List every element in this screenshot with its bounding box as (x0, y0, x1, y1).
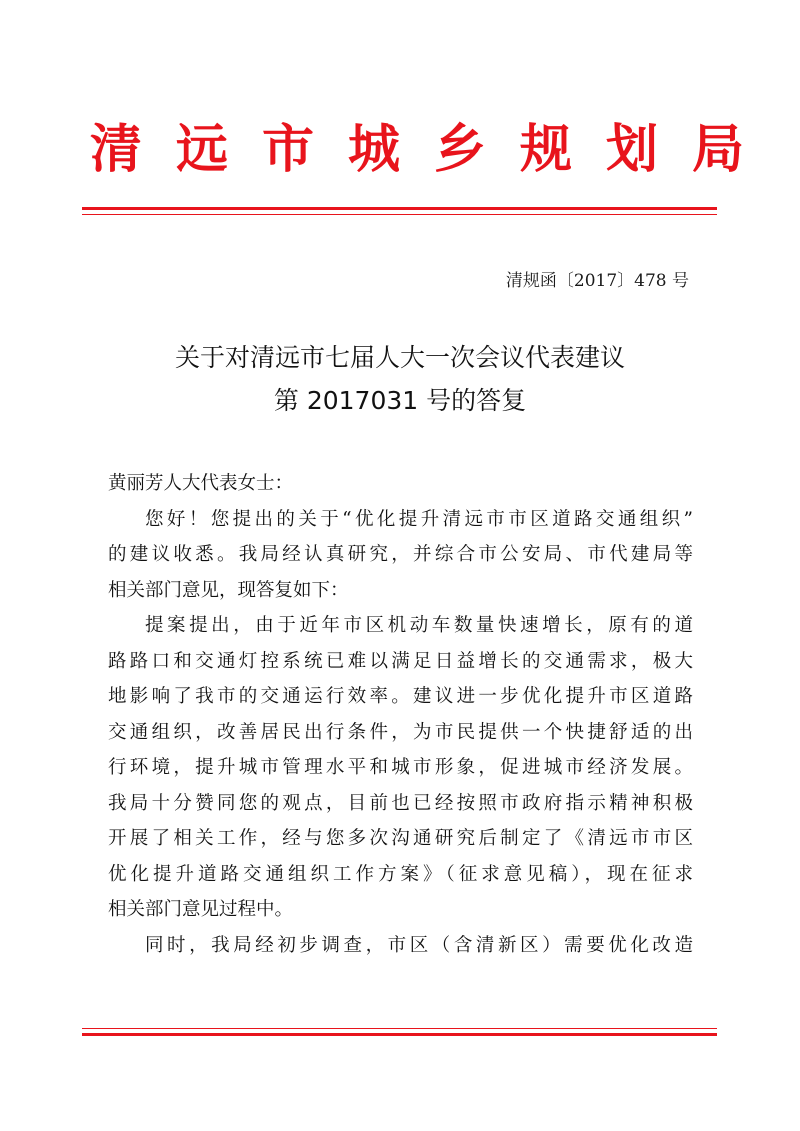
body-line: 提案提出，由于近年市区机动车数量快速增长，原有的道 (145, 615, 693, 636)
body-line: 交通组织，改善居民出行条件，为市民提供一个快捷舒适的出 (108, 721, 693, 743)
footer-rule-thick (82, 1033, 717, 1036)
document-title-line-2: 第 2017031 号的答复 (273, 386, 527, 415)
letterhead-title: 清远市城乡规划局 (89, 120, 778, 180)
footer-rule-thin (82, 1028, 717, 1029)
body-line: 同时，我局经初步调查，市区（含清新区）需要优化改造 (145, 934, 693, 956)
body-line: 相关部门意见，现答复如下： (108, 579, 349, 601)
body-line: 开展了相关工作，经与您多次沟通研究后制定了《清远市市区 (108, 828, 693, 849)
body-line: 优化提升道路交通组织工作方案》（征求意见稿），现在征求 (108, 863, 693, 885)
body-line: 我局十分赞同您的观点，目前也已经按照市政府指示精神积极 (108, 792, 693, 814)
document-title (0, 336, 800, 422)
body-line: 的建议收悉。我局经认真研究，并综合市公安局、市代建局等 (108, 544, 693, 565)
document-body (108, 466, 693, 963)
letterhead-rule-thin (82, 214, 717, 215)
salutation: 黄丽芳人大代表女士： (108, 473, 294, 494)
letterhead-rule-thick (82, 207, 717, 210)
body-line: 地影响了我市的交通运行效率。建议进一步优化提升市区道路 (108, 686, 693, 707)
document-number: 清规函〔2017〕478 号 (505, 271, 689, 291)
body-line: 您好！您提出的关于“优化提升清远市市区道路交通组织” (145, 508, 693, 530)
body-line: 行环境，提升城市管理水平和城市形象，促进城市经济发展。 (108, 757, 693, 778)
document-title-line-1: 关于对清远市七届人大一次会议代表建议 (174, 343, 625, 372)
body-line: 路路口和交通灯控系统已难以满足日益增长的交通需求，极大 (108, 650, 693, 672)
body-line: 相关部门意见过程中。 (108, 899, 294, 920)
